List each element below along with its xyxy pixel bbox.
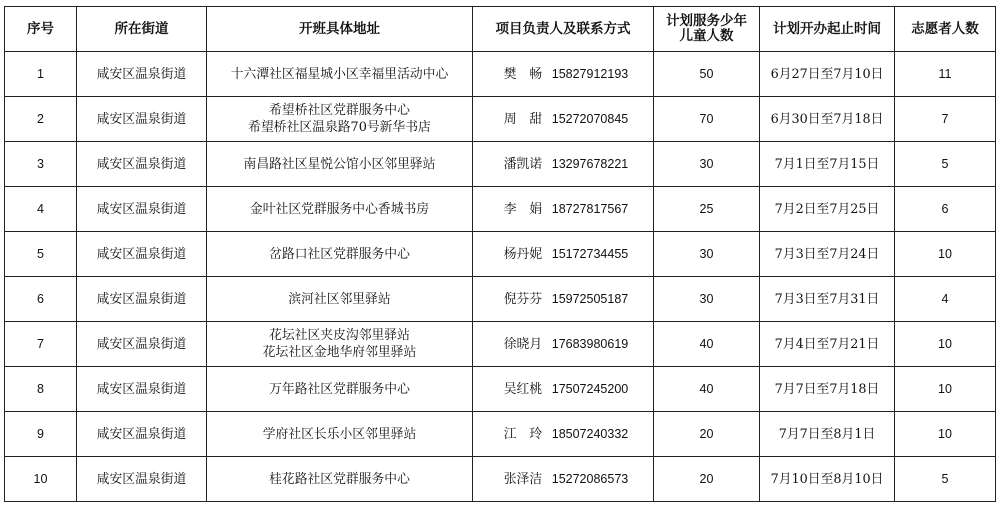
address-line: 十六潭社区福星城小区幸福里活动中心 xyxy=(230,66,449,82)
address-line: 希望桥社区党群服务中心 xyxy=(269,103,410,118)
contact-person: 倪芬芬 xyxy=(503,291,543,307)
table-row xyxy=(5,97,996,142)
table-row xyxy=(5,412,996,457)
cell-seq: 10 xyxy=(5,457,77,502)
cell-period: 7月7日至8月1日 xyxy=(760,412,895,457)
address-line: 南昌路社区星悦公馆小区邻里驿站 xyxy=(243,156,436,172)
cell-seq: 7 xyxy=(5,322,77,367)
contact-phone: 18727817567 xyxy=(551,201,629,216)
cell-volunteers: 7 xyxy=(895,97,996,142)
cell-contact xyxy=(473,232,654,277)
contact-phone: 15272086573 xyxy=(551,471,629,486)
header-contact: 项目负责人及联系方式 xyxy=(473,7,654,52)
address-line: 花坛社区金地华府邻里驿站 xyxy=(262,345,417,360)
table-row xyxy=(5,367,996,412)
cell-volunteers: 10 xyxy=(895,412,996,457)
cell-address xyxy=(207,457,473,502)
cell-street: 咸安区温泉街道 xyxy=(77,232,207,277)
cell-contact xyxy=(473,52,654,97)
volunteer-class-table xyxy=(4,6,996,502)
cell-period: 7月3日至7月31日 xyxy=(760,277,895,322)
cell-period: 7月1日至7月15日 xyxy=(760,142,895,187)
cell-volunteers: 10 xyxy=(895,322,996,367)
cell-contact xyxy=(473,142,654,187)
cell-children: 30 xyxy=(654,277,760,322)
cell-street: 咸安区温泉街道 xyxy=(77,322,207,367)
cell-period: 7月3日至7月24日 xyxy=(760,232,895,277)
cell-contact xyxy=(473,187,654,232)
cell-children: 70 xyxy=(654,97,760,142)
cell-period: 7月10日至8月10日 xyxy=(760,457,895,502)
contact-person: 李 娟 xyxy=(503,201,543,217)
cell-period: 6月27日至7月10日 xyxy=(760,52,895,97)
contact-phone: 17683980619 xyxy=(551,336,629,351)
cell-street: 咸安区温泉街道 xyxy=(77,97,207,142)
header-address: 开班具体地址 xyxy=(207,7,473,52)
contact-phone: 15272070845 xyxy=(551,111,629,126)
table-body xyxy=(5,52,996,502)
cell-children: 20 xyxy=(654,457,760,502)
address-line: 学府社区长乐小区邻里驿站 xyxy=(262,426,417,442)
cell-seq: 5 xyxy=(5,232,77,277)
cell-contact xyxy=(473,277,654,322)
cell-period: 7月4日至7月21日 xyxy=(760,322,895,367)
cell-street: 咸安区温泉街道 xyxy=(77,142,207,187)
table-row xyxy=(5,277,996,322)
address-line: 金叶社区党群服务中心香城书房 xyxy=(249,201,430,217)
address-line: 希望桥社区温泉路70号新华书店 xyxy=(248,120,431,135)
cell-address xyxy=(207,187,473,232)
cell-address xyxy=(207,142,473,187)
cell-seq: 2 xyxy=(5,97,77,142)
table-row xyxy=(5,457,996,502)
cell-street: 咸安区温泉街道 xyxy=(77,457,207,502)
cell-volunteers: 11 xyxy=(895,52,996,97)
table-row xyxy=(5,322,996,367)
header-seq: 序号 xyxy=(5,7,77,52)
cell-contact xyxy=(473,367,654,412)
table-row xyxy=(5,142,996,187)
cell-volunteers: 4 xyxy=(895,277,996,322)
cell-children: 25 xyxy=(654,187,760,232)
cell-seq: 3 xyxy=(5,142,77,187)
cell-children: 40 xyxy=(654,367,760,412)
header-street: 所在街道 xyxy=(77,7,207,52)
cell-volunteers: 10 xyxy=(895,232,996,277)
cell-seq: 4 xyxy=(5,187,77,232)
cell-seq: 6 xyxy=(5,277,77,322)
header-row xyxy=(5,7,996,52)
address-line: 花坛社区夹皮沟邻里驿站 xyxy=(269,328,410,343)
cell-contact xyxy=(473,97,654,142)
cell-volunteers: 5 xyxy=(895,142,996,187)
cell-address xyxy=(207,232,473,277)
contact-person: 吴红桃 xyxy=(503,381,543,397)
header-children-line2: 儿童人数 xyxy=(679,28,734,44)
header-children xyxy=(654,7,760,52)
contact-person: 樊 畅 xyxy=(503,66,543,82)
cell-address xyxy=(207,277,473,322)
cell-address xyxy=(207,322,473,367)
cell-period: 6月30日至7月18日 xyxy=(760,97,895,142)
cell-contact xyxy=(473,322,654,367)
contact-person: 江 玲 xyxy=(503,426,543,442)
header-volunteers: 志愿者人数 xyxy=(895,7,996,52)
cell-street: 咸安区温泉街道 xyxy=(77,277,207,322)
table-row xyxy=(5,187,996,232)
contact-phone: 18507240332 xyxy=(551,426,629,441)
cell-street: 咸安区温泉街道 xyxy=(77,187,207,232)
contact-phone: 15972505187 xyxy=(551,291,629,306)
cell-volunteers: 5 xyxy=(895,457,996,502)
cell-address xyxy=(207,97,473,142)
cell-period: 7月2日至7月25日 xyxy=(760,187,895,232)
cell-volunteers: 6 xyxy=(895,187,996,232)
cell-contact xyxy=(473,412,654,457)
address-line: 万年路社区党群服务中心 xyxy=(269,381,410,397)
cell-period: 7月7日至7月18日 xyxy=(760,367,895,412)
address-line: 桂花路社区党群服务中心 xyxy=(269,471,410,487)
table-row xyxy=(5,232,996,277)
contact-person: 周 甜 xyxy=(503,111,543,127)
table-row xyxy=(5,52,996,97)
cell-address xyxy=(207,412,473,457)
contact-person: 张泽洁 xyxy=(503,471,543,487)
cell-children: 40 xyxy=(654,322,760,367)
cell-contact xyxy=(473,457,654,502)
contact-phone: 15827912193 xyxy=(551,66,629,81)
cell-street: 咸安区温泉街道 xyxy=(77,412,207,457)
cell-address xyxy=(207,367,473,412)
contact-phone: 13297678221 xyxy=(551,156,629,171)
contact-phone: 15172734455 xyxy=(551,246,629,261)
cell-street: 咸安区温泉街道 xyxy=(77,367,207,412)
address-line: 滨河社区邻里驿站 xyxy=(288,291,391,307)
cell-street: 咸安区温泉街道 xyxy=(77,52,207,97)
cell-seq: 9 xyxy=(5,412,77,457)
contact-person: 潘凯诺 xyxy=(503,156,543,172)
cell-address xyxy=(207,52,473,97)
cell-children: 30 xyxy=(654,232,760,277)
header-children-line1: 计划服务少年 xyxy=(666,13,747,29)
cell-children: 20 xyxy=(654,412,760,457)
contact-person: 徐晓月 xyxy=(503,336,543,352)
contact-phone: 17507245200 xyxy=(551,381,629,396)
cell-seq: 8 xyxy=(5,367,77,412)
address-line: 岔路口社区党群服务中心 xyxy=(269,246,410,262)
header-period: 计划开办起止时间 xyxy=(760,7,895,52)
contact-person: 杨丹妮 xyxy=(503,246,543,262)
cell-children: 50 xyxy=(654,52,760,97)
cell-children: 30 xyxy=(654,142,760,187)
cell-volunteers: 10 xyxy=(895,367,996,412)
cell-seq: 1 xyxy=(5,52,77,97)
